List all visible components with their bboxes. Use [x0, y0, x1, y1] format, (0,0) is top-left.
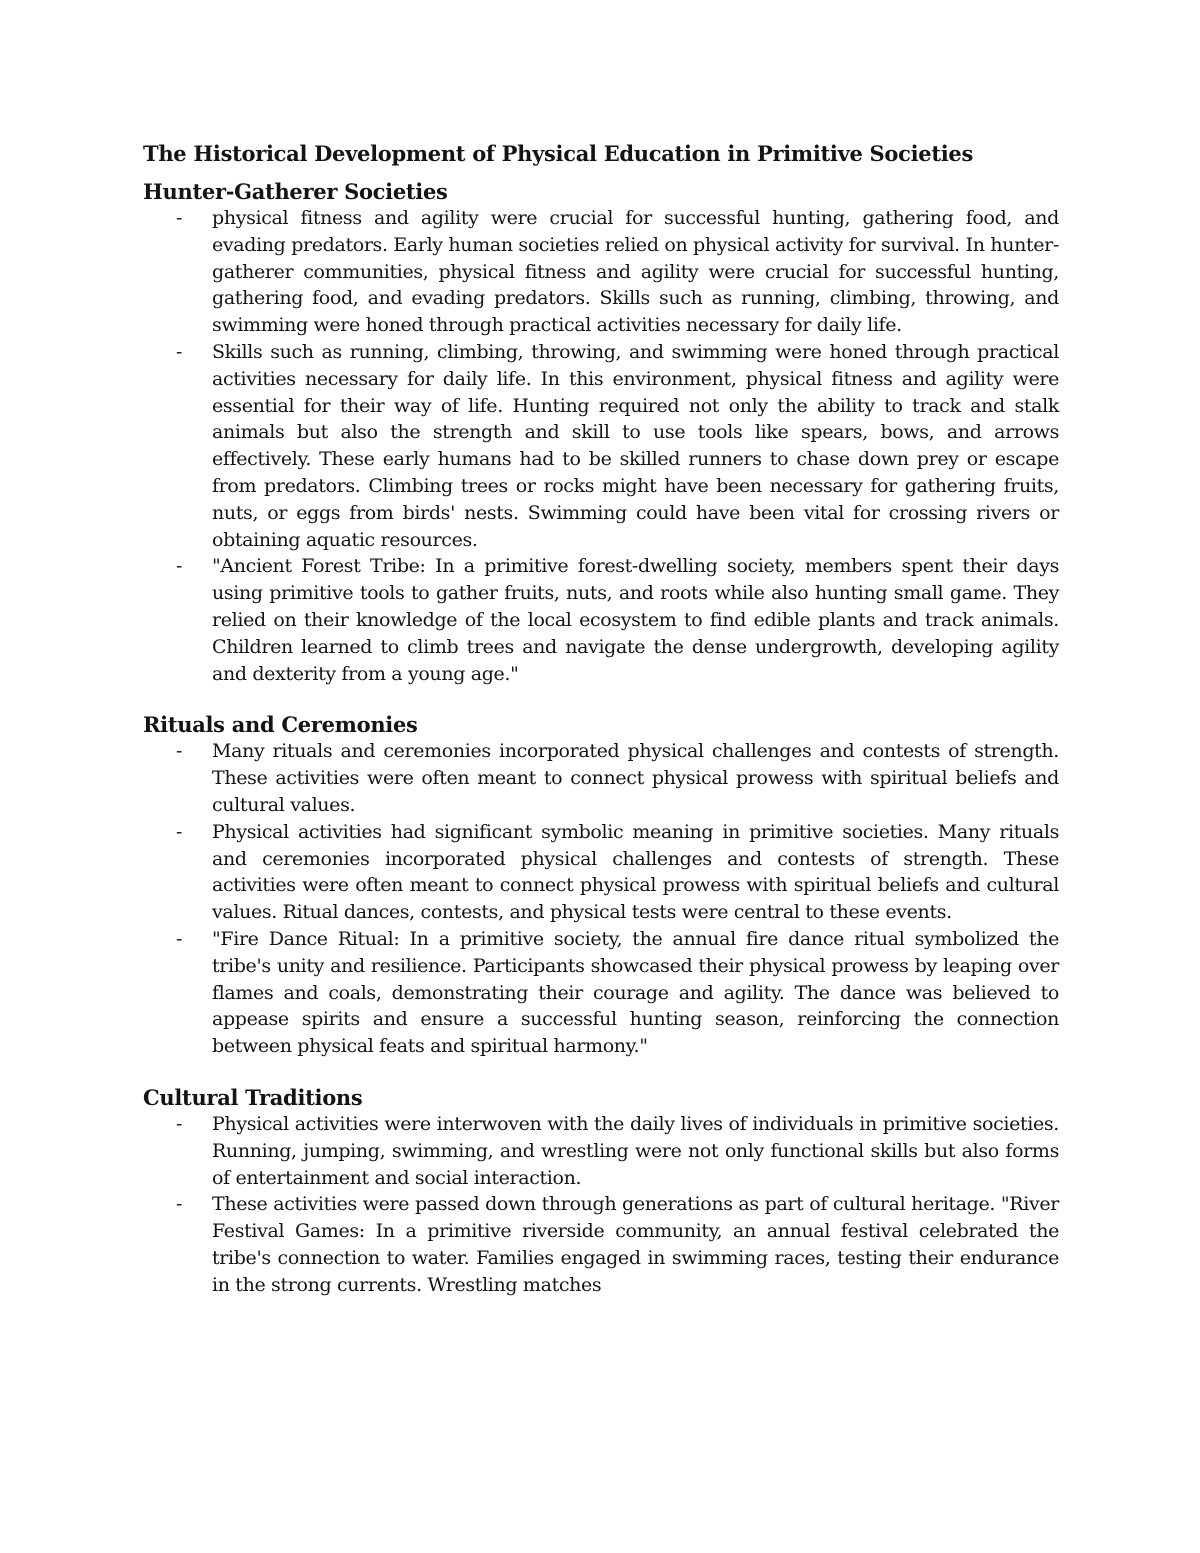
- bullet-dash: -: [176, 927, 183, 950]
- bullet-dash: -: [176, 820, 183, 843]
- bullet-text: physical fitness and agility were crucial for successful hunting, gathering food, and evading predators. Early human societies relied on physical activity for survival. In hunter-gatherer communities, physical fitness and agility were crucial for successful hunting, gathering food, and evading predators. Skills such as running, climbing, throwing, and swimming were honed through practical activities necessary for daily life.: [212, 207, 1059, 337]
- bullet-item: [143, 738, 1059, 818]
- bullet-item: [143, 926, 1059, 1060]
- bullet-text: These activities were passed down through generations as part of cultural heritage. "River Festival Games: In a primitive riverside community, an annual festival celebrated the tribe's connection to water. Families engaged in swimming races, testing their endurance in the strong currents. Wrestling matches: [212, 1193, 1059, 1296]
- bullet-text: "Fire Dance Ritual: In a primitive society, the annual fire dance ritual symbolized the tribe's unity and resilience. Participants showcased their physical prowess by leaping over flames and coals, demonstrating their courage and agility. The dance was believed to appease spirits and ensure a successful hunting season, reinforcing the connection between physical feats and spiritual harmony.": [212, 927, 1059, 1058]
- section-cultural-traditions: [143, 1085, 1059, 1299]
- section-heading: Cultural Traditions: [143, 1084, 363, 1110]
- section-hunter-gatherer: [143, 179, 1059, 687]
- bullet-text: Physical activities were interwoven with the daily lives of individuals in primitive societies. Running, jumping, swimming, and wrestling were not only functional skills but also forms of entertainment and social interaction.: [212, 1112, 1059, 1189]
- bullet-dash: -: [176, 1193, 183, 1216]
- bullet-text: Physical activities had significant symbolic meaning in primitive societies. Many rituals and ceremonies incorporated physical challenges and contests of strength. These activities were often meant to connect physical prowess with spiritual beliefs and cultural values. Ritual dances, contests, and physical tests were central to these events.: [212, 820, 1059, 924]
- bullet-item: [143, 819, 1059, 926]
- bullet-dash: -: [176, 740, 183, 763]
- section-heading: Rituals and Ceremonies: [143, 712, 418, 738]
- bullet-item: [143, 553, 1059, 687]
- bullet-dash: -: [176, 555, 183, 578]
- bullet-text: "Ancient Forest Tribe: In a primitive forest-dwelling society, members spent their days using primitive tools to gather fruits, nuts, and roots while also hunting small game. They relied on their knowledge of the local ecosystem to find edible plants and track animals. Children learned to climb trees and navigate the dense undergrowth, developing agility and dexterity from a young age.": [212, 555, 1059, 685]
- bullet-list: [143, 205, 1059, 687]
- bullet-text: Skills such as running, climbing, throwing, and swimming were honed through practical activities necessary for daily life. In this environment, physical fitness and agility were essential for their way of life. Hunting required not only the ability to track and stalk animals but also the strength and skill to use tools like spears, bows, and arrows effectively. These early humans had to be skilled runners to chase down prey or escape from predators. Climbing trees or rocks might have been necessary for gathering fruits, nuts, or eggs from birds' nests. Swimming could have been vital for crossing rivers or obtaining aquatic resources.: [212, 340, 1059, 551]
- bullet-dash: -: [176, 1112, 183, 1135]
- bullet-text: Many rituals and ceremonies incorporated physical challenges and contests of strength. These activities were often meant to connect physical prowess with spiritual beliefs and cultural values.: [212, 740, 1059, 816]
- bullet-item: [143, 1111, 1059, 1191]
- section-heading: Hunter-Gatherer Societies: [143, 179, 448, 204]
- bullet-dash: -: [176, 340, 183, 363]
- bullet-item: [143, 339, 1059, 553]
- bullet-dash: -: [176, 207, 183, 229]
- bullet-list: [143, 738, 1059, 1060]
- document-page: [143, 138, 1059, 1323]
- section-rituals-ceremonies: [143, 712, 1059, 1060]
- document-title: The Historical Development of Physical Education in Primitive Societies: [143, 141, 974, 166]
- bullet-item: [143, 205, 1059, 339]
- bullet-item: [143, 1191, 1059, 1298]
- bullet-list: [143, 1111, 1059, 1299]
